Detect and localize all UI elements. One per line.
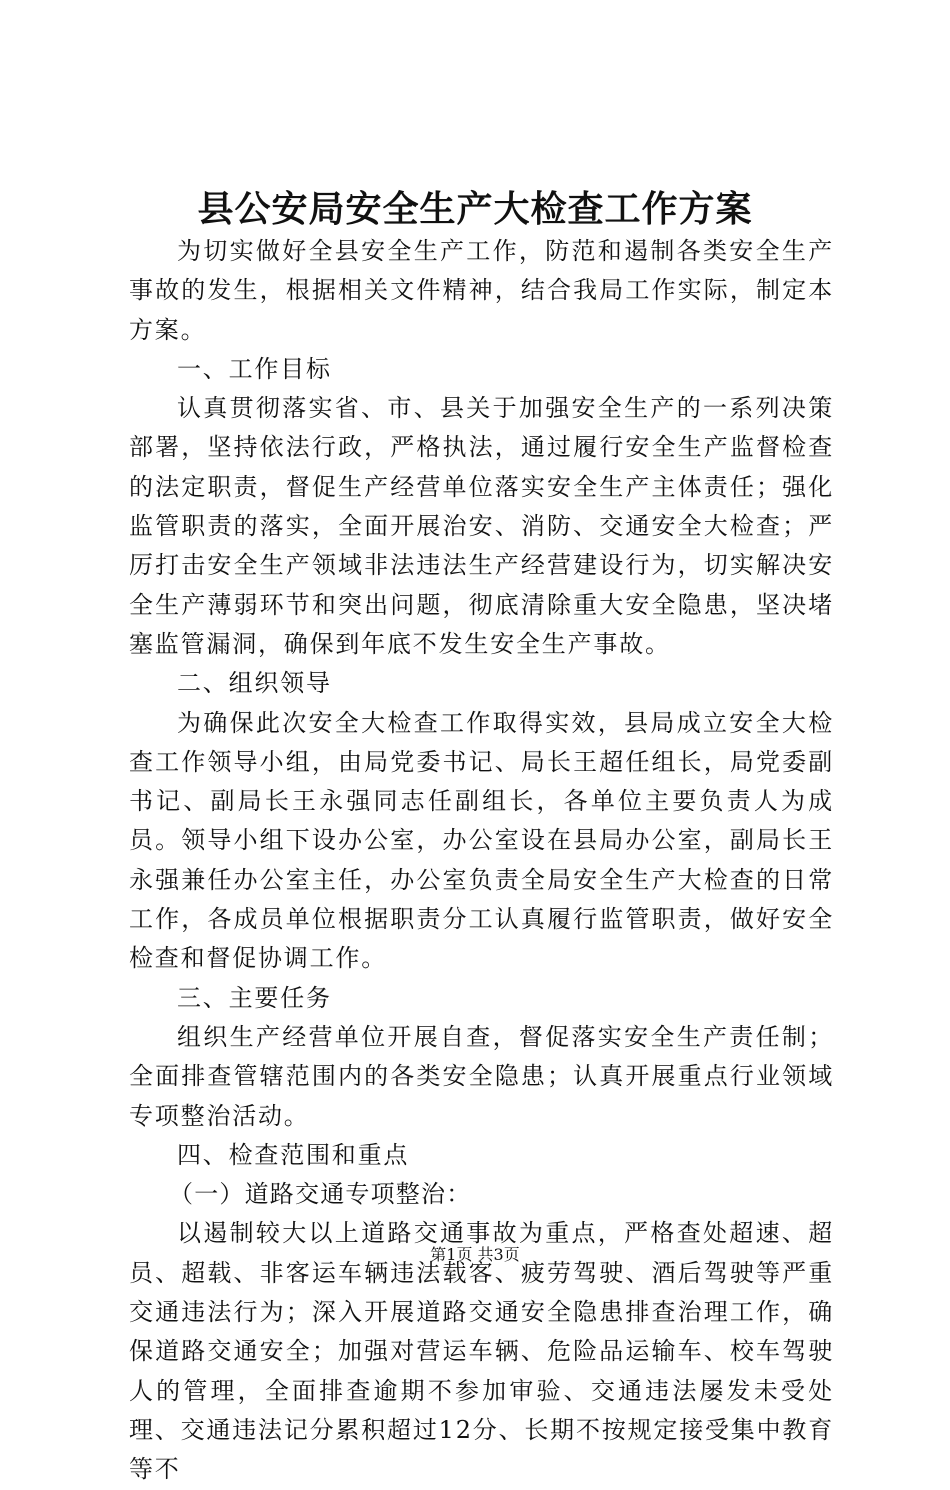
section-2-heading: 二、组织领导 [177,669,332,698]
intro-paragraph: 为切实做好全县安全生产工作，防范和遏制各类安全生产事故的发生，根据相关文件精神，结合我局工作实际，制定本方案。 [129,237,834,344]
section-3-heading: 三、主要任务 [177,983,332,1012]
section-4-subheading: （一）道路交通专项整治： [169,1180,472,1209]
section-1-paragraph: 认真贯彻落实省、市、县关于加强安全生产的一系列决策部署，坚持依法行政，严格执法，通过履行安全生产监督检查的法定职责，督促生产经营单位落实安全生产主体责任；强化监管职责的落实，全面开展治安、消防、交通安全大检查；严厉打击安全生产领域非法违法生产经营建设行为，切实解决安全生产薄弱环节和突出问题，彻底清除重大安全隐患，坚决堵塞监管漏洞，确保到年底不发生安全生产事故。 [129,394,834,658]
section-4-heading: 四、检查范围和重点 [177,1140,410,1169]
section-4-paragraph: 以遏制较大以上道路交通事故为重点，严格查处超速、超员、超载、非客运车辆违法载客、疲劳驾驶、酒后驾驶等严重交通违法行为；深入开展道路交通安全隐患排查治理工作，确保道路交通安全；加强对营运车辆、危险品运输车、校车驾驶人的管理，全面排查逾期不参加审验、交通违法屡发未受处理、交通违法记分累积超过12分、长期不按规定接受集中教育等不 [129,1219,834,1484]
section-3-paragraph: 组织生产经营单位开展自查，督促落实安全生产责任制；全面排查管辖范围内的各类安全隐患；认真开展重点行业领域专项整治活动。 [129,1022,834,1130]
document-body [129,232,834,1490]
section-1-heading: 一、工作目标 [177,354,332,383]
section-2-paragraph: 为确保此次安全大检查工作取得实效，县局成立安全大检查工作领导小组，由局党委书记、局长王超任组长，局党委副书记、副局长王永强同志任副组长，各单位主要负责人为成员。领导小组下设办公室，办公室设在县局办公室，副局长王永强兼任办公室主任，办公室负责全局安全生产大检查的日常工作，各成员单位根据职责分工认真履行监管职责，做好安全检查和督促协调工作。 [129,708,834,973]
document-title: 县公安局安全生产大检查工作方案 [197,188,753,230]
page-footer: 第1页 共3页 [430,1245,520,1264]
